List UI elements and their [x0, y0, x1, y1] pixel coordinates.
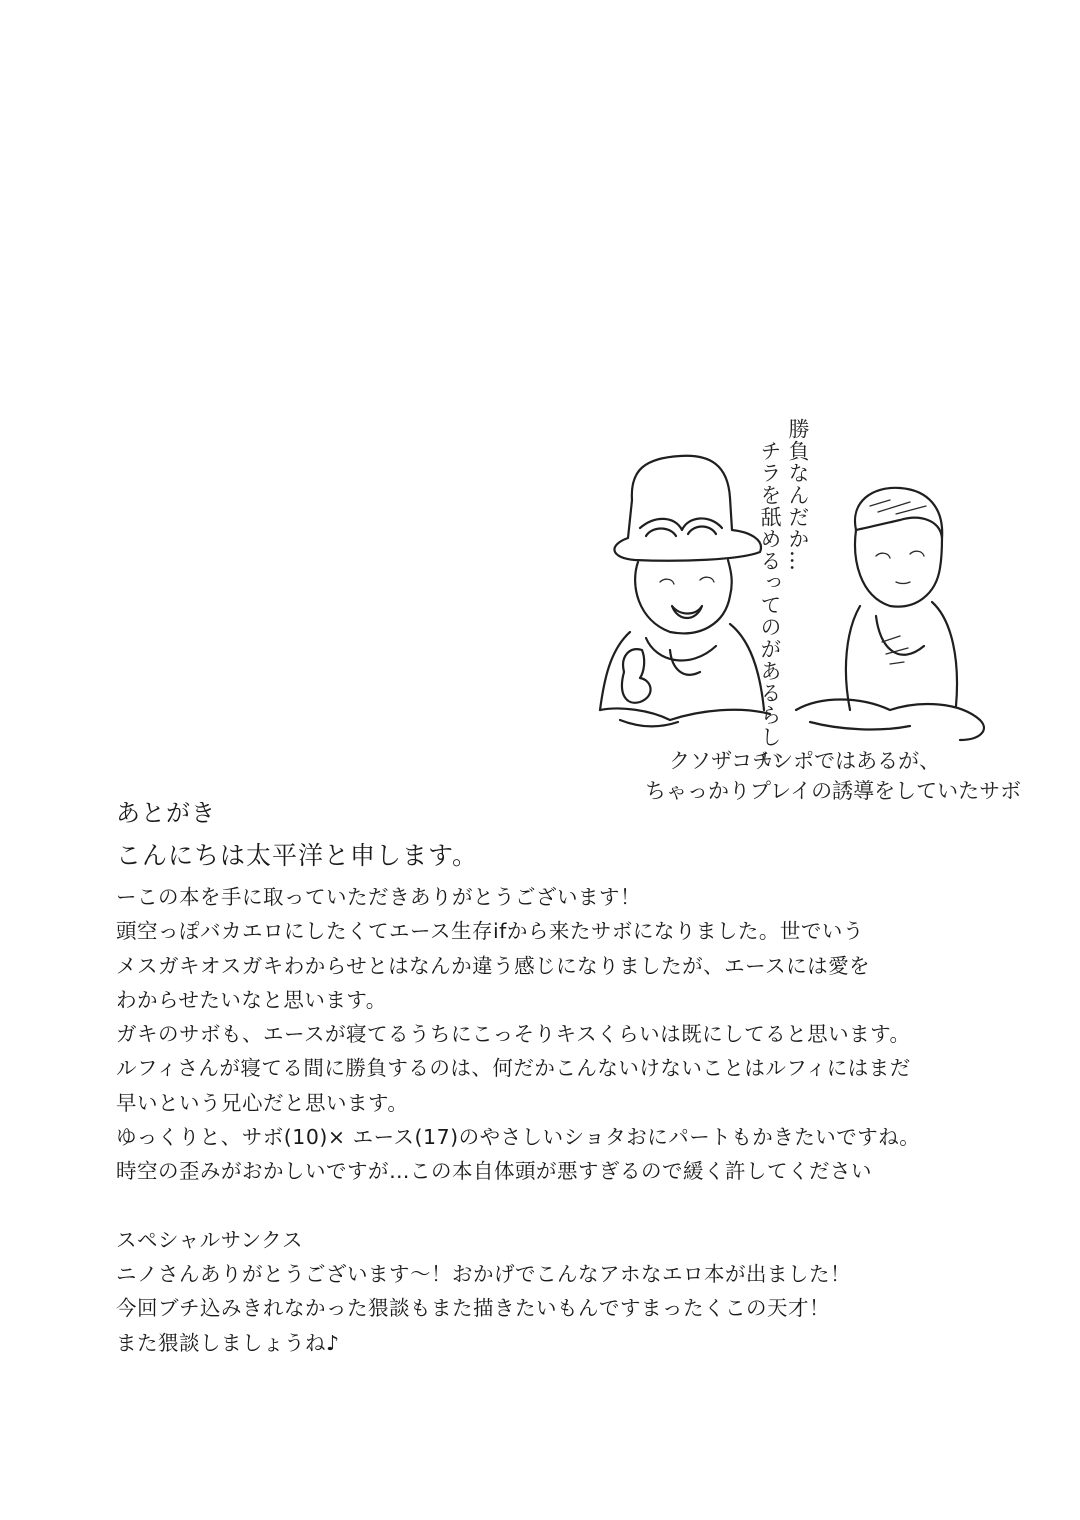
- tank-top-print: [882, 636, 908, 664]
- paragraph-line: 頭空っぽバカエロにしたくてエース生存ifから来たサボになりました。世でいう: [116, 919, 864, 944]
- afterword-greeting: こんにちは太平洋と申します。: [116, 841, 479, 870]
- top-hat: [614, 456, 761, 561]
- right-face: [855, 530, 942, 607]
- goggles: [640, 518, 722, 536]
- thumb-up-hand: [622, 649, 651, 703]
- afterword-heading: あとがき: [116, 799, 216, 827]
- paragraph-line: ガキのサボも、エースが寝てるうちにこっそりキスくらいは既にしてると思います。: [116, 1022, 911, 1047]
- section-spacer: [116, 1189, 996, 1223]
- right-eyes: [876, 551, 924, 583]
- paragraph-line: 時空の歪みがおかしいですが…この本自体頭が悪すぎるので緩く許してください: [116, 1159, 872, 1184]
- afterword-section: [116, 796, 996, 1360]
- special-thanks-heading: スペシャルサンクス: [116, 1227, 303, 1252]
- paragraph-line: メスガキオスガキわからせとはなんか違う感じになりましたが、エースには愛を: [116, 953, 871, 978]
- paragraph-line: ルフィさんが寝てる間に勝負するのは、何だかこんないけないことはルフィにはまだ: [116, 1056, 911, 1081]
- illustration-caption-line-1: クソザコチンポではあるが、: [669, 749, 941, 773]
- left-face: [635, 560, 732, 633]
- vertical-note-line-1: 勝負なんだか…: [786, 418, 810, 572]
- paragraph-line: ゆっくりと、サボ(10)× エース(17)のやさしいショタおにパートもかきたいですね。: [116, 1125, 921, 1150]
- right-body: [846, 602, 957, 710]
- paragraph-line: ーこの本を手に取っていただきありがとうございます！: [116, 885, 641, 909]
- left-eyes: [660, 577, 714, 584]
- vertical-note-line-2: チラを舐めるってのがあるらしい: [758, 440, 782, 770]
- paragraph-line: わからせたいなと思います。: [116, 987, 387, 1012]
- left-legs: [600, 708, 770, 726]
- left-mouth: [672, 606, 702, 618]
- thanks-line: また猥談しましょうね♪: [116, 1330, 340, 1355]
- paragraph-line: 早いという兄心だと思います。: [116, 1090, 409, 1115]
- illustration-caption-line-2: ちゃっかりプレイの誘導をしていたサボ: [645, 779, 1022, 803]
- thanks-line: 今回ブチ込みきれなかった猥談もまた描きたいもんですまったくこの天才！: [116, 1296, 830, 1321]
- right-hair-strokes: [870, 500, 926, 514]
- thanks-line: ニノさんありがとうございます～！おかげでこんなアホなエロ本が出ました！: [116, 1261, 851, 1286]
